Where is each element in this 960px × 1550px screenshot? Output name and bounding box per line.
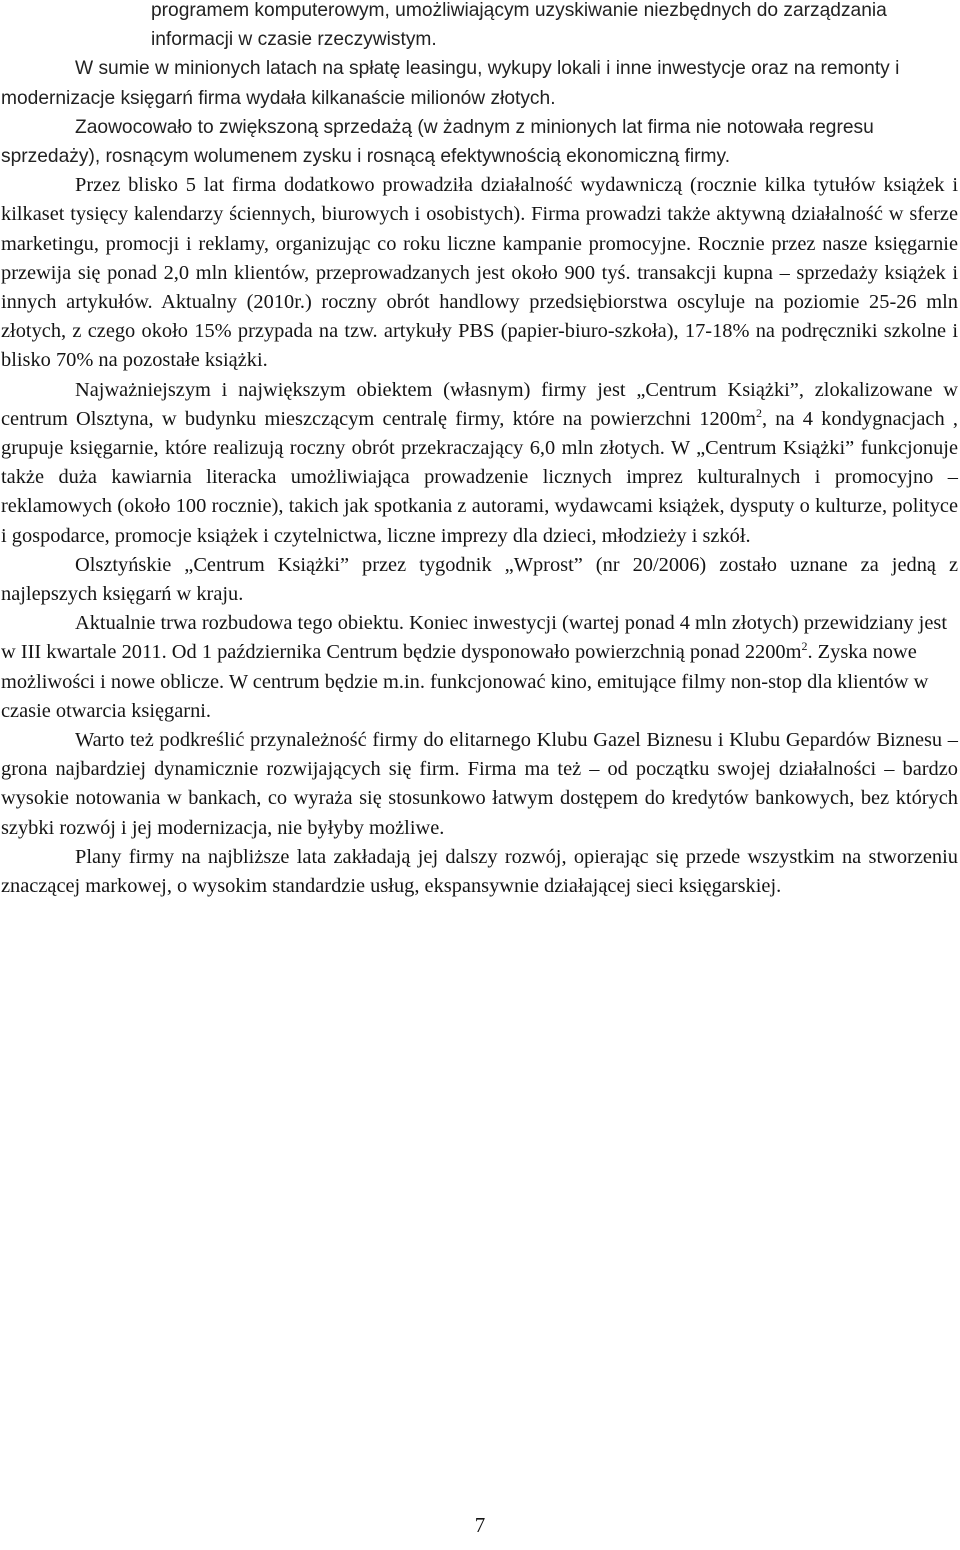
paragraph-award: Olsztyńskie „Centrum Książki” przez tygodnik „Wprost” (nr 20/2006) zostało uznane za jedną z najlepszych księgarń w kraju. xyxy=(1,553,958,606)
paragraph-investments: W sumie w minionych latach na spłatę leasingu, wykupy lokali i inne inwestycje oraz na remonty i modernizacje księgarń firma wydała kilkanaście milionów złotych. xyxy=(1,58,900,109)
paragraph-text-part: Aktualnie trwa rozbudowa tego obiektu. Koniec inwestycji (wartej ponad 4 mln złotych) przewidziany jest w III kwartale 2011. Od 1 października Centrum będzie dysponowało powierzchnią ponad 2200m xyxy=(1,612,947,664)
paragraph-continuation: programem komputerowym, umożliwiającym uzyskiwanie niezbędnych do zarządzania informacji w czasie rzeczywistym. xyxy=(151,0,887,51)
superscript: 2 xyxy=(801,639,808,654)
page-number: 7 xyxy=(474,1513,486,1537)
paragraph-clubs: Warto też podkreślić przynależność firmy do elitarnego Klubu Gazel Biznesu i Klubu Gepardów Biznesu – grona najbardziej dynamicznie rozwijających się firm. Firma ma też – od początku swojej działalności – bardzo wysokie notowania w bankach, co wyraża się stosunkowo łatwym dostępem do kredytów bankowych, bez których szybki rozwój i jej modernizacja, nie byłyby możliwe. xyxy=(1,729,958,839)
body-text xyxy=(1,0,958,901)
paragraph-publishing-activity: Przez blisko 5 lat firma dodatkowo prowadziła działalność wydawniczą (rocznie kilka tytułów książek i kilkaset tysięcy kalendarzy ściennych, biurowych i osobistych). Firma prowadzi także aktywną działalność w sferze marketingu, promocji i reklamy, organizując co roku liczne kampanie promocyjne. Rocznie przez nasze księgarnie przewija się ponad 2,0 mln klientów, przeprowadzanych jest około 900 tyś. transakcji kupna – sprzedaży książek i innych artykułów. Aktualny (2010r.) roczny obrót handlowy przedsiębiorstwa oscyluje na poziomie 25-26 mln złotych, z czego około 15% przypada na tzw. artykuły PBS (papier-biuro-szkoła), 17-18% na podręczniki szkolne i blisko 70% na pozostałe książki. xyxy=(1,174,958,372)
paragraph-text-part: Najważniejszym i największym obiektem (własnym) firmy jest „Centrum Książki”, zlokalizowane w centrum Olsztyna, w budynku mieszczącym centralę firmy, które na powierzchni 1200m xyxy=(1,378,958,430)
paragraph-text-part: . Zyska nowe możliwości i nowe oblicze. W centrum będzie m.in. funkcjonować kino, emitujące filmy non-stop dla klientów w czasie otwarcia księgarni. xyxy=(1,641,929,722)
superscript: 2 xyxy=(755,405,762,420)
paragraph-text-part: , na 4 kondygnacjach , grupuje księgarnie, które realizują roczny obrót przekraczający 6,0 mln złotych. W „Centrum Książki” funkcjonuje także duża kawiarnia literacka umożliwiająca prowadzenie licznych imprez kulturalnych i promocyjno – reklamowych (około 100 rocznie), takich jak spotkania z autorami, wydawcami książek, dysputy o kulturze, polityce i gospodarce, promocje książek i czytelnictwa, liczne imprezy dla dzieci, młodzieży i szkół. xyxy=(1,407,958,547)
paragraph-centrum-ksiazki xyxy=(1,376,958,551)
paragraph-sales-growth: Zaowocowało to zwiększoną sprzedażą (w żadnym z minionych lat firma nie notowała regresu sprzedaży), rosnącym wolumenem zysku i rosnącą efektywnością ekonomiczną firmy. xyxy=(1,116,874,168)
paragraph-plans: Plany firmy na najbliższe lata zakładają jej dalszy rozwój, opierając się przede wszystkim na stworzeniu znaczącej markowej, o wysokim standardzie usług, ekspansywnie działającej sieci księgarskiej. xyxy=(1,845,958,898)
paragraph-expansion xyxy=(1,609,958,726)
